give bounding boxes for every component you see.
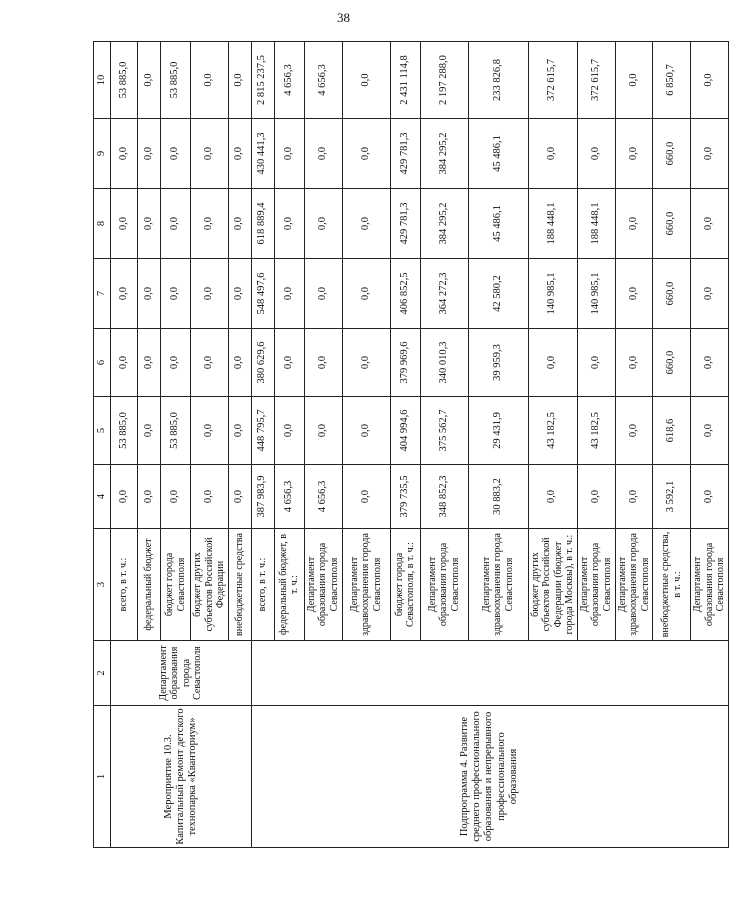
amount-cell: 0,0	[342, 42, 390, 119]
column-number: 9	[94, 119, 111, 189]
amount-cell: 0,0	[191, 465, 229, 529]
amount-cell: 375 562,7	[420, 397, 468, 465]
amount-cell: 0,0	[304, 189, 342, 259]
amount-cell: 2 197 288,0	[420, 42, 468, 119]
amount-cell: 0,0	[228, 189, 251, 259]
funding-source-label: всего, в т. ч.:	[111, 529, 138, 641]
amount-cell: 4 656,3	[274, 465, 304, 529]
amount-cell: 380 629,6	[251, 329, 274, 397]
amount-cell: 340 010,3	[420, 329, 468, 397]
amount-cell: 0,0	[691, 397, 729, 465]
amount-cell: 618,6	[653, 397, 691, 465]
executor-name	[251, 641, 728, 706]
amount-cell: 379 969,6	[390, 329, 420, 397]
amount-cell: 0,0	[528, 329, 577, 397]
amount-cell: 0,0	[528, 465, 577, 529]
amount-cell: 140 985,1	[577, 259, 615, 329]
amount-cell: 0,0	[161, 259, 191, 329]
amount-cell: 30 883,2	[468, 465, 528, 529]
amount-cell: 384 295,2	[420, 189, 468, 259]
amount-cell: 0,0	[138, 397, 161, 465]
column-number: 8	[94, 189, 111, 259]
amount-cell: 43 182,5	[528, 397, 577, 465]
amount-cell: 0,0	[111, 259, 138, 329]
amount-cell: 0,0	[691, 189, 729, 259]
amount-cell: 45 486,1	[468, 119, 528, 189]
amount-cell: 0,0	[274, 329, 304, 397]
amount-cell: 387 983,9	[251, 465, 274, 529]
column-number: 5	[94, 397, 111, 465]
amount-cell: 430 441,3	[251, 119, 274, 189]
amount-cell: 0,0	[577, 329, 615, 397]
amount-cell: 29 431,9	[468, 397, 528, 465]
amount-cell: 53 885,0	[111, 42, 138, 119]
funding-source-label: внебюджетные средства, в т. ч.:	[653, 529, 691, 641]
amount-cell: 4 656,3	[304, 42, 342, 119]
amount-cell: 0,0	[228, 259, 251, 329]
amount-cell: 188 448,1	[577, 189, 615, 259]
column-number: 7	[94, 259, 111, 329]
amount-cell: 0,0	[138, 329, 161, 397]
amount-cell: 0,0	[138, 42, 161, 119]
amount-cell: 0,0	[615, 42, 653, 119]
amount-cell: 0,0	[228, 42, 251, 119]
amount-cell: 0,0	[138, 465, 161, 529]
amount-cell: 53 885,0	[111, 397, 138, 465]
amount-cell: 0,0	[111, 119, 138, 189]
amount-cell: 0,0	[191, 397, 229, 465]
amount-cell: 404 994,6	[390, 397, 420, 465]
amount-cell: 548 497,6	[251, 259, 274, 329]
amount-cell: 0,0	[304, 329, 342, 397]
funding-source-label: бюджет города Севастополя	[161, 529, 191, 641]
measure-name: Подпрограмма 4. Развитие среднего профессионального образования и непрерывного профессионального образования	[251, 706, 728, 848]
amount-cell: 0,0	[342, 465, 390, 529]
amount-cell: 0,0	[304, 397, 342, 465]
executor-name: Департамент образования города Севастополя	[111, 641, 252, 706]
amount-cell: 0,0	[138, 259, 161, 329]
funding-source-label: Департамент здравоохранения города Севастополя	[342, 529, 390, 641]
amount-cell: 0,0	[691, 259, 729, 329]
amount-cell: 0,0	[161, 329, 191, 397]
funding-source-label: федеральный бюджет, в т. ч.:	[274, 529, 304, 641]
amount-cell: 372 615,7	[528, 42, 577, 119]
amount-cell: 0,0	[304, 119, 342, 189]
amount-cell: 0,0	[274, 259, 304, 329]
amount-cell: 0,0	[528, 119, 577, 189]
amount-cell: 0,0	[111, 189, 138, 259]
amount-cell: 660,0	[653, 119, 691, 189]
column-number: 2	[94, 641, 111, 706]
funding-source-label: Департамент здравоохранения города Севастополя	[468, 529, 528, 641]
amount-cell: 660,0	[653, 329, 691, 397]
amount-cell: 0,0	[691, 329, 729, 397]
amount-cell: 660,0	[653, 189, 691, 259]
amount-cell: 0,0	[228, 397, 251, 465]
amount-cell: 0,0	[615, 189, 653, 259]
amount-cell: 0,0	[138, 189, 161, 259]
amount-cell: 0,0	[691, 42, 729, 119]
amount-cell: 0,0	[191, 259, 229, 329]
amount-cell: 406 852,5	[390, 259, 420, 329]
amount-cell: 6 850,7	[653, 42, 691, 119]
funding-source-label: внебюджетные средства	[228, 529, 251, 641]
amount-cell: 0,0	[342, 119, 390, 189]
amount-cell: 0,0	[274, 119, 304, 189]
amount-cell: 0,0	[161, 189, 191, 259]
amount-cell: 0,0	[161, 465, 191, 529]
funding-source-label: бюджет других субъектов Российской Федерации (бюджет города Москвы), в т. ч.:	[528, 529, 577, 641]
column-number: 1	[94, 706, 111, 848]
column-number: 4	[94, 465, 111, 529]
header-row	[94, 42, 111, 848]
amount-cell: 0,0	[577, 119, 615, 189]
amount-cell: 2 431 114,8	[390, 42, 420, 119]
amount-cell: 0,0	[161, 119, 191, 189]
column-number: 6	[94, 329, 111, 397]
amount-cell: 0,0	[274, 189, 304, 259]
amount-cell: 618 889,4	[251, 189, 274, 259]
amount-cell: 0,0	[228, 329, 251, 397]
column-number: 10	[94, 42, 111, 119]
amount-cell: 42 580,2	[468, 259, 528, 329]
amount-cell: 43 182,5	[577, 397, 615, 465]
amount-cell: 0,0	[191, 42, 229, 119]
amount-cell: 0,0	[342, 259, 390, 329]
amount-cell: 53 885,0	[161, 42, 191, 119]
amount-cell: 0,0	[228, 119, 251, 189]
amount-cell: 3 592,1	[653, 465, 691, 529]
amount-cell: 0,0	[191, 119, 229, 189]
funding-source-label: Департамент образования города Севастополя	[691, 529, 729, 641]
amount-cell: 0,0	[138, 119, 161, 189]
amount-cell: 379 735,5	[390, 465, 420, 529]
funding-source-label: бюджет других субъектов Российской Федерации	[191, 529, 229, 641]
amount-cell: 0,0	[111, 465, 138, 529]
amount-cell: 0,0	[274, 397, 304, 465]
amount-cell: 0,0	[228, 465, 251, 529]
amount-cell: 0,0	[342, 329, 390, 397]
amount-cell: 0,0	[615, 397, 653, 465]
amount-cell: 0,0	[615, 259, 653, 329]
amount-cell: 429 781,3	[390, 119, 420, 189]
funding-source-label: Департамент образования города Севастополя	[304, 529, 342, 641]
amount-cell: 0,0	[615, 119, 653, 189]
amount-cell: 372 615,7	[577, 42, 615, 119]
amount-cell: 448 795,7	[251, 397, 274, 465]
table-row	[251, 42, 274, 848]
funding-source-label: Департамент здравоохранения города Севастополя	[615, 529, 653, 641]
amount-cell: 429 781,3	[390, 189, 420, 259]
amount-cell: 0,0	[577, 465, 615, 529]
amount-cell: 0,0	[191, 329, 229, 397]
amount-cell: 348 852,3	[420, 465, 468, 529]
amount-cell: 4 656,3	[274, 42, 304, 119]
amount-cell: 0,0	[191, 189, 229, 259]
amount-cell: 2 815 237,5	[251, 42, 274, 119]
amount-cell: 0,0	[342, 397, 390, 465]
funding-source-label: Департамент образования города Севастополя	[577, 529, 615, 641]
page-number: 38	[337, 10, 350, 25]
funding-source-label: бюджет города Севастополя, в т. ч.:	[390, 529, 420, 641]
amount-cell: 53 885,0	[161, 397, 191, 465]
amount-cell: 45 486,1	[468, 189, 528, 259]
amount-cell: 0,0	[615, 329, 653, 397]
amount-cell: 188 448,1	[528, 189, 577, 259]
amount-cell: 39 959,3	[468, 329, 528, 397]
measure-name: Мероприятие 10.3. Капитальный ремонт детского технопарка «Кванториум»	[111, 706, 252, 848]
funding-source-label: всего, в т. ч.:	[251, 529, 274, 641]
budget-table	[93, 41, 729, 848]
column-number: 3	[94, 529, 111, 641]
table-row	[111, 42, 138, 848]
amount-cell: 0,0	[304, 259, 342, 329]
amount-cell: 0,0	[691, 119, 729, 189]
amount-cell: 233 826,8	[468, 42, 528, 119]
amount-cell: 0,0	[342, 189, 390, 259]
amount-cell: 364 272,3	[420, 259, 468, 329]
funding-source-label: Департамент образования города Севастополя	[420, 529, 468, 641]
amount-cell: 0,0	[615, 465, 653, 529]
amount-cell: 4 656,3	[304, 465, 342, 529]
rotated-table-container	[93, 42, 726, 848]
amount-cell: 0,0	[691, 465, 729, 529]
amount-cell: 140 985,1	[528, 259, 577, 329]
funding-source-label: федеральный бюджет	[138, 529, 161, 641]
amount-cell: 660,0	[653, 259, 691, 329]
amount-cell: 384 295,2	[420, 119, 468, 189]
amount-cell: 0,0	[111, 329, 138, 397]
table-body	[111, 42, 729, 848]
